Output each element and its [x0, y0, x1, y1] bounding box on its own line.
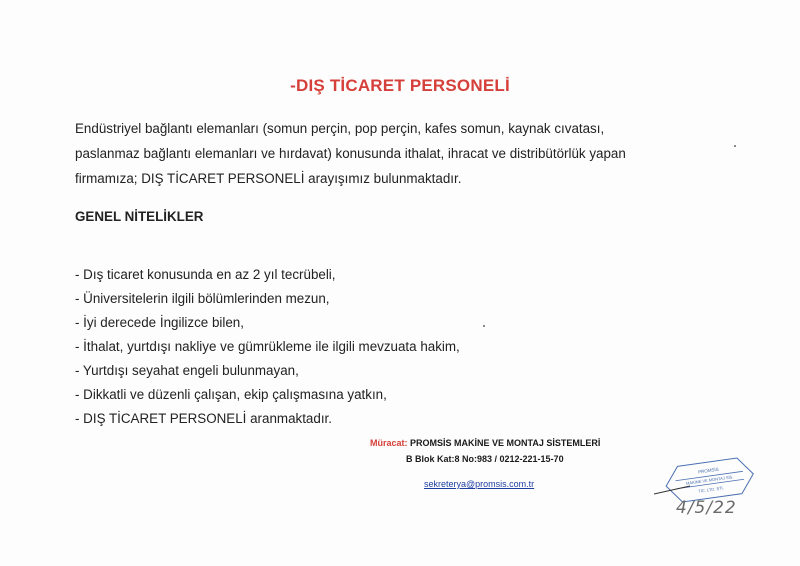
- requirement-item: - DIŞ TİCARET PERSONELİ aranmaktadır.: [75, 411, 332, 426]
- contact-company-line: [370, 438, 600, 448]
- requirement-item: - İyi derecede İngilizce bilen,: [75, 315, 244, 330]
- svg-text:PROMSİS: PROMSİS: [697, 466, 720, 475]
- requirement-item: - Yurtdışı seyahat engeli bulunmayan,: [75, 363, 299, 378]
- contact-email-link[interactable]: sekreterya@promsis.com.tr: [424, 479, 535, 489]
- requirement-item: - Dikkatli ve düzenli çalışan, ekip çalışmasına yatkın,: [75, 387, 387, 402]
- scan-speck: [483, 325, 485, 327]
- svg-text:TİC. LTD. ŞTİ.: TİC. LTD. ŞTİ.: [698, 485, 725, 494]
- requirement-item: - İthalat, yurtdışı nakliye ve gümrükleme ile ilgili mevzuata hakim,: [75, 339, 460, 354]
- company-name: PROMSİS MAKİNE VE MONTAJ SİSTEMLERİ: [410, 438, 601, 448]
- requirement-item: - Üniversitelerin ilgili bölümlerinden mezun,: [75, 291, 330, 306]
- application-label: Müracat:: [370, 438, 408, 448]
- contact-address-phone: B Blok Kat:8 No:983 / 0212-221-15-70: [406, 454, 564, 464]
- page-title: -DIŞ TİCARET PERSONELİ: [290, 76, 510, 95]
- requirements-list: [75, 263, 460, 431]
- intro-line: firmamıza; DIŞ TİCARET PERSONELİ arayışımız bulunmaktadır.: [75, 171, 462, 186]
- svg-text:MAKİNE VE MONTAJ SİS.: MAKİNE VE MONTAJ SİS.: [685, 474, 734, 486]
- intro-line: paslanmaz bağlantı elemanları ve hırdavat) konusunda ithalat, ihracat ve distribütörlük yapan: [75, 146, 626, 161]
- requirement-item: - Dış ticaret konusunda en az 2 yıl tecrübeli,: [75, 267, 336, 282]
- section-heading-general-qualifications: GENEL NİTELİKLER: [75, 209, 204, 224]
- scan-speck: [734, 145, 736, 147]
- handwritten-date: 4/5/22: [676, 498, 737, 518]
- intro-paragraph: [75, 116, 725, 191]
- intro-line: Endüstriyel bağlantı elemanları (somun perçin, pop perçin, kafes somun, kaynak cıvatası,: [75, 121, 605, 136]
